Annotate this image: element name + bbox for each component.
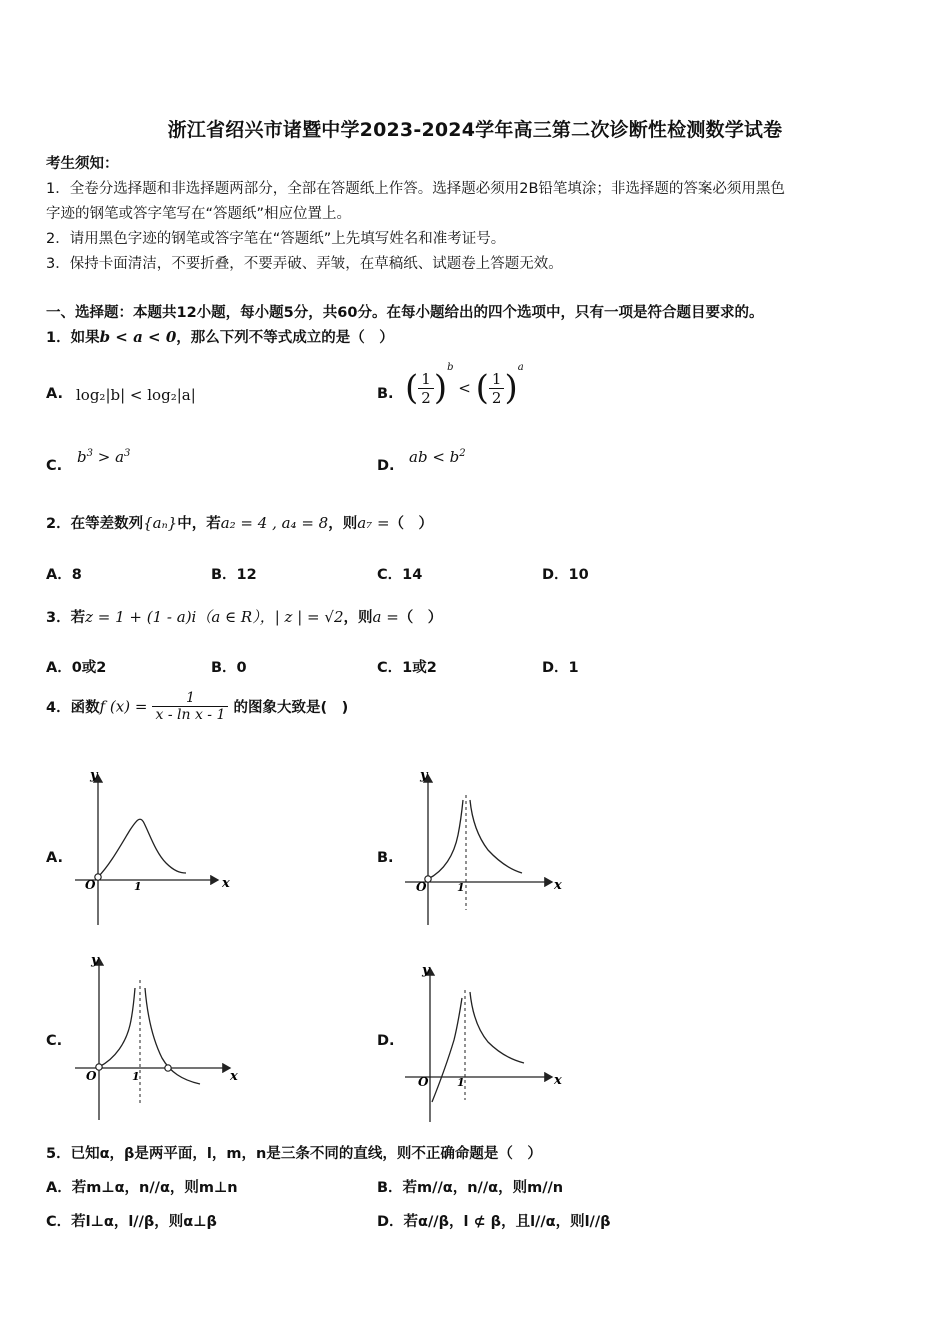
q4-prefix: 4．函数 [46,700,100,716]
question-5-stem: 5．已知α，β是两平面，l，m，n是三条不同的直线，则不正确命题是（ ） [46,1146,542,1162]
q1-d-exp: 2 [459,448,466,459]
q4-numerator: 1 [152,690,228,707]
q2-suffix: （ ） [389,516,434,532]
q3-option-d: D．1 [542,660,579,676]
q1-option-c [77,448,130,466]
q1-d-text: ab < b [409,448,460,466]
graph-d-x-label: x [554,1073,562,1088]
graph-a-curve [98,819,186,877]
q1-c-exp-2: 3 [124,448,131,459]
q4-label-b: B. [377,850,394,866]
q1-b-num-2: 1 [489,370,505,389]
q5-option-d: D．若α//β，l ⊄ β，且l//α，则l//β [377,1214,611,1230]
q1-option-a: log₂|b| < log₂|a| [76,386,196,404]
graph-d-y-label: y [422,963,430,978]
graph-d-curve-right [470,992,524,1063]
q4-label-d: D. [377,1033,395,1049]
q3-ask: a = [372,608,399,626]
graph-a-y-label: y [90,768,98,783]
q1-label-d: D. [377,458,395,474]
q2-option-d: D．10 [542,567,589,583]
q1-b-den-1: 2 [421,388,431,407]
q1-label-c: C. [46,458,63,474]
question-1-stem [46,326,394,347]
q2-mid: 中，若 [177,516,221,532]
notice-line-1a: 1．全卷分选择题和非选择题两部分，全部在答题纸上作答。选择题必须用2B铅笔填涂；非选择题的答案必须用黑色 [46,181,785,197]
q1-label-a: A. [46,386,63,402]
graph-b [400,765,565,930]
graph-c [70,950,245,1125]
q4-denominator: x - ln x - 1 [155,707,226,723]
q3-then: ，则 [343,610,373,626]
q3-prefix: 3．若 [46,610,86,626]
q3-option-a: A．0或2 [46,660,107,676]
q1-b-exp-1: b [447,362,454,373]
q1-option-b: ( $\frac{1}{2}$ )$^b$ < ( $\frac{1}{2}$ )$^a$ [405,362,524,408]
graph-a-x-label: x [222,876,230,891]
question-4-stem [46,690,348,723]
graph-a-tick-1: 1 [134,880,142,893]
q1-option-d [409,448,466,466]
q1-b-num-1: 1 [418,370,434,389]
q3-condition: （a ∈ R）， [196,608,275,626]
q1-prefix: 1．如果 [46,330,100,346]
q3-option-b: B．0 [211,660,247,676]
graph-d [400,960,565,1125]
graph-b-curve-left [428,800,463,879]
q5-option-c: C．若l⊥α，l//β，则α⊥β [46,1214,217,1230]
q2-given: a₂ = 4 , a₄ = 8 [220,514,329,532]
q2-option-a: A．8 [46,567,82,583]
q1-b-relation: < [458,379,471,397]
section-heading: 一、选择题：本题共12小题，每小题5分，共60分。在每小题给出的四个选项中，只有一项是符合题目要求的。 [46,305,764,321]
q3-option-c: C．1或2 [377,660,437,676]
q2-then: ，则 [328,516,358,532]
graph-b-curve-right [470,800,522,873]
graph-a-open-point [95,874,101,880]
q2-prefix: 2．在等差数列 [46,516,144,532]
q2-option-b: B．12 [211,567,257,583]
q3-modulus: | z | = √2 [274,608,344,626]
graph-d-tick-1: 1 [457,1076,465,1089]
graph-a-origin: O [85,878,96,892]
graph-a [70,765,230,930]
page-title: 浙江省绍兴市诸暨中学2023-2024学年高三第二次诊断性检测数学试卷 [167,119,783,141]
notice-line-3: 3．保持卡面清洁，不要折叠，不要弄破、弄皱，在草稿纸、试题卷上答题无效。 [46,256,563,272]
graph-c-y-label: y [91,953,99,968]
q1-c-base-1: b [77,448,87,466]
q3-expression: z = 1 + (1 - a)i [85,608,197,626]
graph-c-origin: O [86,1069,97,1083]
q4-label-a: A. [46,850,63,866]
graph-b-origin: O [416,880,427,894]
notice-line-2: 2．请用黑色字迹的钢笔或答字笔在“答题纸”上先填写姓名和准考证号。 [46,231,506,247]
q4-label-c: C. [46,1033,63,1049]
notice-heading: 考生须知： [46,156,119,172]
graph-c-curve-right [145,988,200,1084]
graph-c-open-point-origin [96,1064,102,1070]
q2-sequence: {aₙ} [143,514,178,532]
graph-c-open-point-root [165,1065,171,1071]
q1-label-b: B. [377,386,394,402]
q1-c-relation: > [92,448,116,466]
graph-b-x-label: x [554,878,562,893]
q5-option-a: A．若m⊥α，n//α，则m⊥n [46,1180,238,1196]
q3-suffix: （ ） [398,610,443,626]
q1-condition: b < a < 0 [99,328,177,346]
q4-suffix: 的图象大致是( ) [233,700,349,716]
graph-c-curve-left [99,988,135,1067]
q1-c-exp-1: 3 [86,448,93,459]
q1-c-base-2: a [115,448,125,466]
question-3-stem [46,606,442,627]
q4-lhs: f (x) = [99,697,148,716]
graph-b-tick-1: 1 [457,881,465,894]
graph-b-y-label: y [420,768,428,783]
graph-d-origin: O [418,1075,429,1089]
notice-line-1b: 字迹的钢笔或答字笔写在“答题纸”相应位置上。 [46,206,352,222]
graph-c-x-label: x [230,1069,238,1084]
q1-b-den-2: 2 [491,388,502,407]
q2-option-c: C．14 [377,567,423,583]
q1-b-exp-2: a [517,362,524,373]
q2-ask: a₇ = [357,514,390,532]
graph-c-tick-1: 1 [132,1070,140,1083]
question-2-stem [46,512,433,533]
q5-option-b: B．若m//α，n//α，则m//n [377,1180,564,1196]
q1-suffix: ，那么下列不等式成立的是（ ） [176,330,394,346]
